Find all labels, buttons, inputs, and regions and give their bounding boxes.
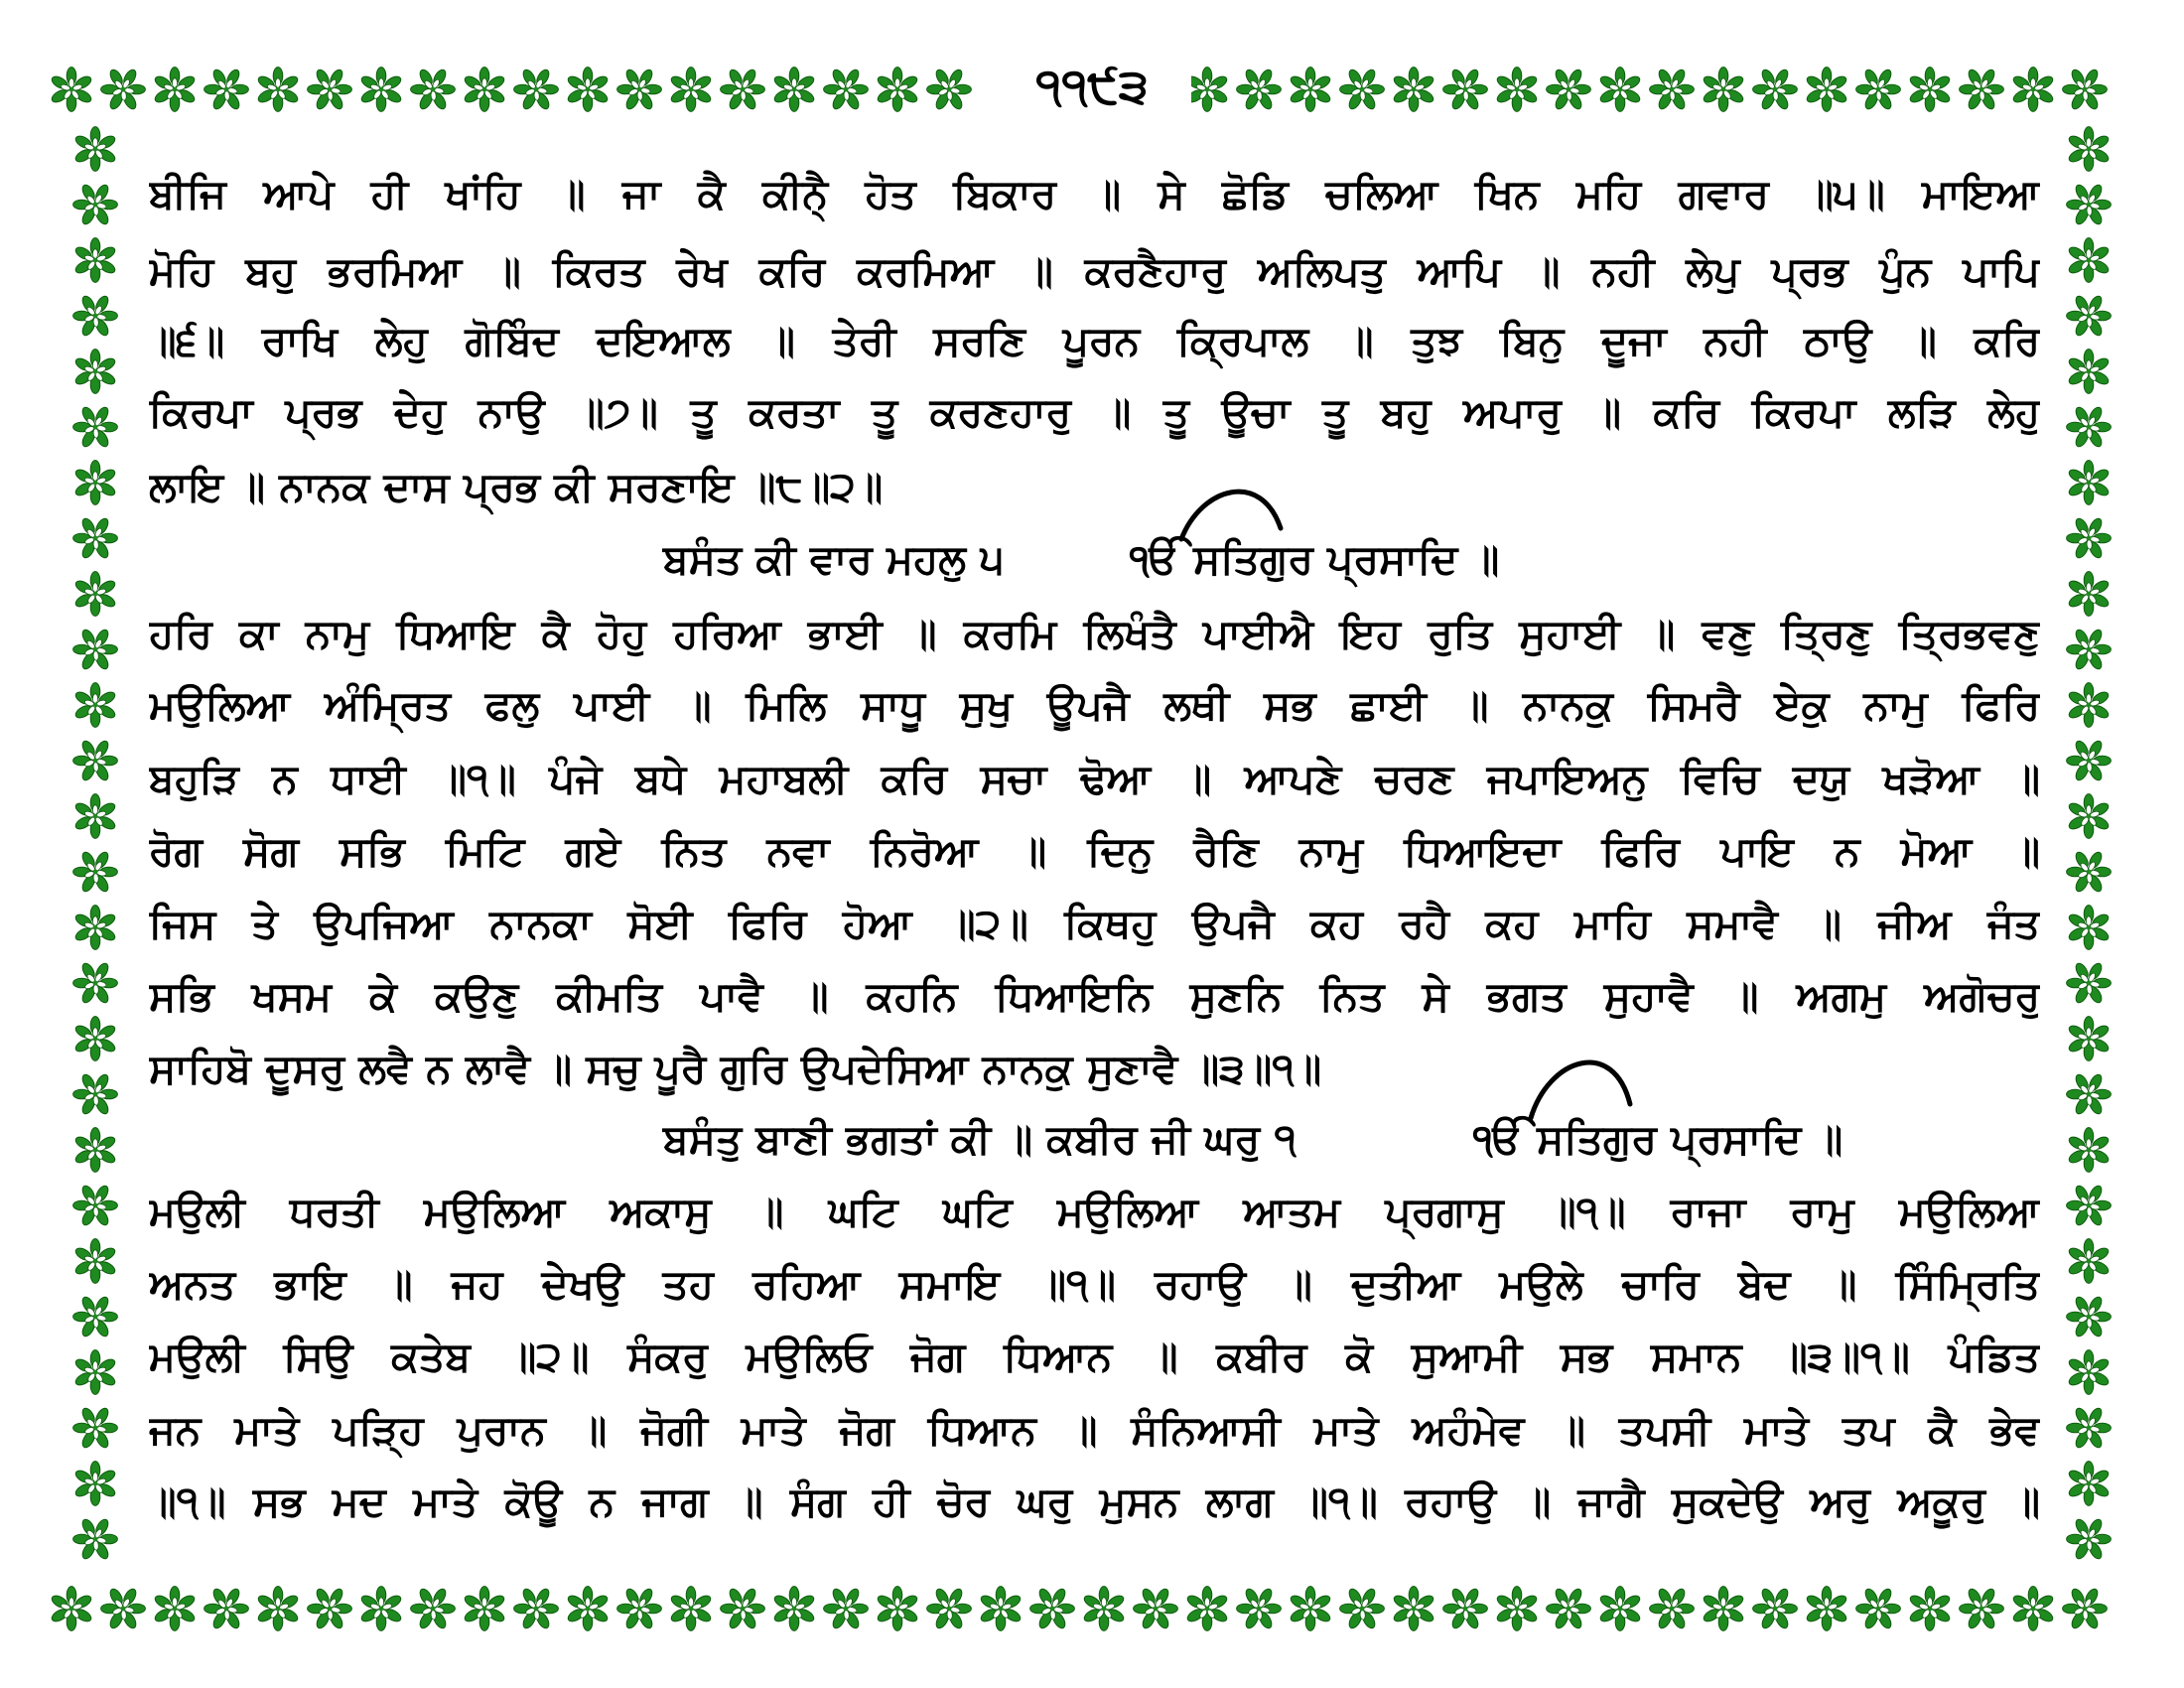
flower-ornament-icon	[566, 1587, 610, 1631]
flower-ornament-icon	[66, 1398, 125, 1459]
flower-ornament-icon	[93, 60, 153, 120]
flower-ornament-icon	[66, 1064, 125, 1125]
flower-ornament-icon	[66, 508, 125, 569]
section-heading-invocation: ੴ ਸਤਿਗੁਰ ਪ੍ਰਸਾਦਿ ॥	[1130, 535, 1500, 583]
verse-line-s3-2: ਅਨਤ ਭਾਇ ॥ ਜਹ ਦੇਖਉ ਤਹ ਰਹਿਆ ਸਮਾਇ ॥੧॥ ਰਹਾਉ ॥ ਦੁਤੀਆ ਮਉਲੇ ਚਾਰਿ ਬੇਦ ॥ ਸਿੰਮ੍ਰਿਤਿ	[149, 1260, 2040, 1308]
flower-ornament-icon	[2059, 1509, 2118, 1570]
flower-ornament-icon	[73, 794, 117, 839]
flower-ornament-icon	[1702, 68, 1745, 112]
flower-ornament-icon	[2059, 1176, 2118, 1236]
flower-ornament-icon	[1332, 60, 1392, 120]
flower-ornament-icon	[73, 350, 117, 394]
flower-ornament-icon	[2059, 731, 2118, 791]
flower-ornament-icon	[73, 461, 117, 505]
flower-ornament-icon	[1598, 1587, 1642, 1631]
flower-ornament-icon	[610, 1579, 669, 1639]
verse-line-s1-3: ॥੬॥ ਰਾਖਿ ਲੇਹੁ ਗੋਬਿੰਦ ਦਇਆਲ ॥ ਤੇਰੀ ਸਰਣਿ ਪੂਰਨ ਕ੍ਰਿਪਾਲ ॥ ਤੁਝ ਬਿਨੁ ਦੂਜਾ ਨਹੀ ਠਾਉ ॥ ਕਰਿ	[149, 317, 2040, 364]
verse-line-s1-1: ਬੀਜਿ ਆਪੇ ਹੀ ਖਾਂਹਿ ॥ ਜਾ ਕੈ ਕੀਨੈ੍ ਹੋਤ ਬਿਕਾਰ ॥ ਸੇ ਛੋਡਿ ਚਲਿਆ ਖਿਨ ਮਹਿ ਗਵਾਰ ॥੫॥ ਮਾਇਆ	[149, 170, 2040, 217]
flower-ornament-icon	[463, 1587, 506, 1631]
flower-ornament-icon	[2059, 508, 2118, 569]
flower-ornament-icon	[1848, 60, 1908, 120]
flower-ornament-icon	[2055, 60, 2115, 120]
flower-ornament-icon	[73, 1462, 117, 1506]
verse-line-s2-1: ਹਰਿ ਕਾ ਨਾਮੁ ਧਿਆਇ ਕੈ ਹੋਹੁ ਹਰਿਆ ਭਾਈ ॥ ਕਰਮਿ ਲਿਖੰਤੈ ਪਾਈਐ ਇਹ ਰੁਤਿ ਸੁਹਾਈ ॥ ਵਣੁ ਤ੍ਰਿਣੁ ਤ੍ਰਿਭਵਣੁ	[149, 610, 2040, 657]
flower-ornament-icon	[1848, 1579, 1908, 1639]
flower-ornament-icon	[73, 572, 117, 617]
flower-ornament-icon	[876, 68, 919, 112]
flower-ornament-icon	[66, 620, 125, 680]
flower-ornament-icon	[2067, 683, 2111, 728]
flower-ornament-icon	[73, 906, 117, 950]
flower-ornament-icon	[2067, 572, 2111, 617]
flower-ornament-icon	[66, 731, 125, 791]
flower-ornament-icon	[669, 1587, 713, 1631]
flower-ornament-icon	[1185, 68, 1229, 112]
flower-ornament-icon	[2059, 953, 2118, 1014]
flower-ornament-icon	[876, 1587, 919, 1631]
flower-ornament-icon	[2067, 794, 2111, 839]
flower-ornament-icon	[50, 68, 93, 112]
flower-ornament-icon	[1598, 68, 1642, 112]
flower-ornament-icon	[919, 60, 979, 120]
flower-ornament-icon	[1805, 68, 1848, 112]
flower-ornament-icon	[66, 175, 125, 235]
flower-ornament-icon	[506, 60, 566, 120]
flower-ornament-icon	[359, 68, 403, 112]
verse-line-s3-3: ਮਉਲੀ ਸਿਉ ਕਤੇਬ ॥੨॥ ਸੰਕਰੁ ਮਉਲਿਓ ਜੋਗ ਧਿਆਨ ॥ ਕਬੀਰ ਕੋ ਸੁਆਮੀ ਸਭ ਸਮਾਨ ॥੩॥੧॥ ਪੰਡਿਤ	[149, 1333, 2040, 1380]
verse-line-s2-4: ਰੋਗ ਸੋਗ ਸਭਿ ਮਿਟਿ ਗਏ ਨਿਤ ਨਵਾ ਨਿਰੋਆ ॥ ਦਿਨੁ ਰੈਣਿ ਨਾਮੁ ਧਿਆਇਦਾ ਫਿਰਿ ਪਾਇ ਨ ਮੋਆ ॥	[149, 827, 2040, 875]
flower-ornament-icon	[403, 60, 463, 120]
verse-line-s1-5: ਲਾਇ ॥ ਨਾਨਕ ਦਾਸ ਪ੍ਰਭ ਕੀ ਸਰਣਾਇ ॥੮॥੨॥	[149, 463, 884, 510]
flower-ornament-icon	[816, 60, 876, 120]
flower-ornament-icon	[1229, 60, 1289, 120]
flower-ornament-icon	[1745, 1579, 1805, 1639]
flower-ornament-icon	[153, 68, 197, 112]
flower-ornament-icon	[1289, 68, 1332, 112]
flower-ornament-icon	[1082, 1587, 1126, 1631]
flower-ornament-icon	[2059, 1064, 2118, 1125]
verse-line-s3-5: ॥੧॥ ਸਭ ਮਦ ਮਾਤੇ ਕੋਊ ਨ ਜਾਗ ॥ ਸੰਗ ਹੀ ਚੋਰ ਘਰੁ ਮੁਸਨ ਲਾਗ ॥੧॥ ਰਹਾਉ ॥ ਜਾਗੈ ਸੁਕਦੇਉ ਅਰੁ ਅਕੂਰੁ ॥	[149, 1477, 2040, 1525]
flower-ornament-icon	[1908, 1587, 1952, 1631]
flower-ornament-icon	[50, 1587, 93, 1631]
flower-ornament-icon	[713, 1579, 772, 1639]
flower-ornament-icon	[66, 286, 125, 347]
flower-ornament-icon	[2067, 1017, 2111, 1061]
flower-ornament-icon	[66, 1176, 125, 1236]
flower-ornament-icon	[2067, 1239, 2111, 1284]
flower-ornament-icon	[197, 60, 256, 120]
flower-ornament-icon	[300, 60, 359, 120]
section-heading-invocation: ੴ ਸਤਿਗੁਰ ਪ੍ਰਸਾਦਿ ॥	[1473, 1115, 1843, 1163]
verse-line-s2-7: ਸਾਹਿਬੋ ਦੂਸਰੁ ਲਵੈ ਨ ਲਾਵੈ ॥ ਸਚੁ ਪੂਰੈ ਗੁਰਿ ਉਪਦੇਸਿਆ ਨਾਨਕੁ ਸੁਣਾਵੈ ॥੩॥੧॥	[149, 1045, 1322, 1092]
flower-ornament-icon	[2055, 1579, 2115, 1639]
flower-ornament-icon	[2067, 461, 2111, 505]
flower-ornament-icon	[66, 1287, 125, 1347]
flower-ornament-icon	[403, 1579, 463, 1639]
flower-ornament-icon	[979, 1587, 1023, 1631]
flower-ornament-icon	[2059, 1398, 2118, 1459]
page-number: ੧੧੯੩	[993, 52, 1191, 121]
flower-ornament-icon	[1952, 60, 2011, 120]
flower-ornament-icon	[1642, 60, 1702, 120]
verse-line-s3-1: ਮਉਲੀ ਧਰਤੀ ਮਉਲਿਆ ਅਕਾਸੁ ॥ ਘਟਿ ਘਟਿ ਮਉਲਿਆ ਆਤਮ ਪ੍ਰਗਾਸੁ ॥੧॥ ਰਾਜਾ ਰਾਮੁ ਮਉਲਿਆ	[149, 1188, 2040, 1235]
flower-ornament-icon	[506, 1579, 566, 1639]
flower-ornament-icon	[66, 953, 125, 1014]
flower-ornament-icon	[2059, 842, 2118, 903]
flower-ornament-icon	[153, 1587, 197, 1631]
section-heading-title: ਬਸੰਤੁ ਬਾਣੀ ਭਗਤਾਂ ਕੀ ॥ ਕਬੀਰ ਜੀ ਘਰੁ ੧	[663, 1115, 1297, 1163]
flower-ornament-icon	[1495, 1587, 1539, 1631]
flower-ornament-icon	[610, 60, 669, 120]
flower-ornament-icon	[1392, 68, 1435, 112]
verse-line-s2-2: ਮਉਲਿਆ ਅੰਮ੍ਰਿਤ ਫਲੁ ਪਾਈ ॥ ਮਿਲਿ ਸਾਧੂ ਸੁਖੁ ਊਪਜੈ ਲਥੀ ਸਭ ਛਾਈ ॥ ਨਾਨਕੁ ਸਿਮਰੈ ਏਕੁ ਨਾਮੁ ਫਿਰਿ	[149, 681, 2040, 729]
flower-ornament-icon	[919, 1579, 979, 1639]
flower-ornament-icon	[73, 683, 117, 728]
flower-ornament-icon	[73, 1350, 117, 1395]
verse-line-s1-4: ਕਿਰਪਾ ਪ੍ਰਭ ਦੇਹੁ ਨਾਉ ॥੭॥ ਤੂ ਕਰਤਾ ਤੂ ਕਰਣਹਾਰੁ ॥ ਤੂ ਊਚਾ ਤੂ ਬਹੁ ਅਪਾਰੁ ॥ ਕਰਿ ਕਿਰਪਾ ਲੜਿ ਲੇਹੁ	[149, 388, 2040, 436]
flower-ornament-icon	[2067, 1350, 2111, 1395]
flower-ornament-icon	[73, 1017, 117, 1061]
verse-line-s2-3: ਬਹੁੜਿ ਨ ਧਾਈ ॥੧॥ ਪੰਜੇ ਬਧੇ ਮਹਾਬਲੀ ਕਰਿ ਸਚਾ ਢੋਆ ॥ ਆਪਣੇ ਚਰਣ ਜਪਾਇਅਨੁ ਵਿਚਿ ਦਯੁ ਖੜੋਆ ॥	[149, 755, 2040, 802]
flower-ornament-icon	[1023, 1579, 1082, 1639]
flower-ornament-icon	[2067, 238, 2111, 283]
flower-ornament-icon	[1126, 1579, 1185, 1639]
flower-ornament-icon	[66, 397, 125, 458]
flower-ornament-icon	[1539, 1579, 1598, 1639]
flower-ornament-icon	[66, 1509, 125, 1570]
flower-ornament-icon	[73, 238, 117, 283]
verse-line-s1-2: ਮੋਹਿ ਬਹੁ ਭਰਮਿਆ ॥ ਕਿਰਤ ਰੇਖ ਕਰਿ ਕਰਮਿਆ ॥ ਕਰਣੈਹਾਰੁ ਅਲਿਪਤੁ ਆਪਿ ॥ ਨਹੀ ਲੇਪੁ ਪ੍ਰਭ ਪੁੰਨ ਪਾਪਿ	[149, 247, 2040, 295]
flower-ornament-icon	[2059, 397, 2118, 458]
flower-ornament-icon	[73, 127, 117, 172]
flower-ornament-icon	[772, 1587, 816, 1631]
flower-ornament-icon	[359, 1587, 403, 1631]
flower-ornament-icon	[1805, 1587, 1848, 1631]
flower-ornament-icon	[463, 68, 506, 112]
flower-ornament-icon	[1908, 68, 1952, 112]
flower-ornament-icon	[1952, 1579, 2011, 1639]
flower-ornament-icon	[1539, 60, 1598, 120]
flower-ornament-icon	[1289, 1587, 1332, 1631]
flower-ornament-icon	[1745, 60, 1805, 120]
flower-ornament-icon	[772, 68, 816, 112]
flower-ornament-icon	[2067, 1128, 2111, 1173]
flower-ornament-icon	[1332, 1579, 1392, 1639]
flower-ornament-icon	[1435, 60, 1495, 120]
flower-ornament-icon	[1702, 1587, 1745, 1631]
flower-ornament-icon	[300, 1579, 359, 1639]
flower-ornament-icon	[669, 68, 713, 112]
flower-ornament-icon	[2011, 68, 2055, 112]
flower-ornament-icon	[1392, 1587, 1435, 1631]
flower-ornament-icon	[93, 1579, 153, 1639]
flower-ornament-icon	[66, 842, 125, 903]
flower-ornament-icon	[2059, 1287, 2118, 1347]
flower-ornament-icon	[1495, 68, 1539, 112]
flower-ornament-icon	[2059, 286, 2118, 347]
flower-ornament-icon	[816, 1579, 876, 1639]
flower-ornament-icon	[2011, 1587, 2055, 1631]
flower-ornament-icon	[2067, 1462, 2111, 1506]
flower-ornament-icon	[1642, 1579, 1702, 1639]
verse-line-s3-4: ਜਨ ਮਾਤੇ ਪੜ੍ਹਿ ਪੁਰਾਨ ॥ ਜੋਗੀ ਮਾਤੇ ਜੋਗ ਧਿਆਨ ॥ ਸੰਨਿਆਸੀ ਮਾਤੇ ਅਹੰਮੇਵ ॥ ਤਪਸੀ ਮਾਤੇ ਤਪ ਕੈ ਭੇਵ	[149, 1406, 2040, 1454]
flower-ornament-icon	[566, 68, 610, 112]
flower-ornament-icon	[1185, 1587, 1229, 1631]
flower-ornament-icon	[713, 60, 772, 120]
verse-line-s2-5: ਜਿਸ ਤੇ ਉਪਜਿਆ ਨਾਨਕਾ ਸੋਈ ਫਿਰਿ ਹੋਆ ॥੨॥ ਕਿਥਹੁ ਉਪਜੈ ਕਹ ਰਹੈ ਕਹ ਮਾਹਿ ਸਮਾਵੈ ॥ ਜੀਅ ਜੰਤ	[149, 900, 2040, 947]
flower-ornament-icon	[2059, 620, 2118, 680]
flower-ornament-icon	[2067, 906, 2111, 950]
flower-ornament-icon	[1229, 1579, 1289, 1639]
flower-ornament-icon	[2067, 350, 2111, 394]
section-heading-title: ਬਸੰਤ ਕੀ ਵਾਰ ਮਹਲੁ ੫	[663, 535, 1005, 583]
flower-ornament-icon	[2067, 127, 2111, 172]
flower-ornament-icon	[256, 68, 300, 112]
flower-ornament-icon	[197, 1579, 256, 1639]
flower-ornament-icon	[2059, 175, 2118, 235]
flower-ornament-icon	[256, 1587, 300, 1631]
flower-ornament-icon	[1435, 1579, 1495, 1639]
flower-ornament-icon	[73, 1128, 117, 1173]
flower-ornament-icon	[73, 1239, 117, 1284]
verse-line-s2-6: ਸਭਿ ਖਸਮ ਕੇ ਕਉਣੁ ਕੀਮਤਿ ਪਾਵੈ ॥ ਕਹਨਿ ਧਿਆਇਨਿ ਸੁਣਨਿ ਨਿਤ ਸੇ ਭਗਤ ਸੁਹਾਵੈ ॥ ਅਗਮੁ ਅਗੋਚਰੁ	[149, 972, 2040, 1020]
